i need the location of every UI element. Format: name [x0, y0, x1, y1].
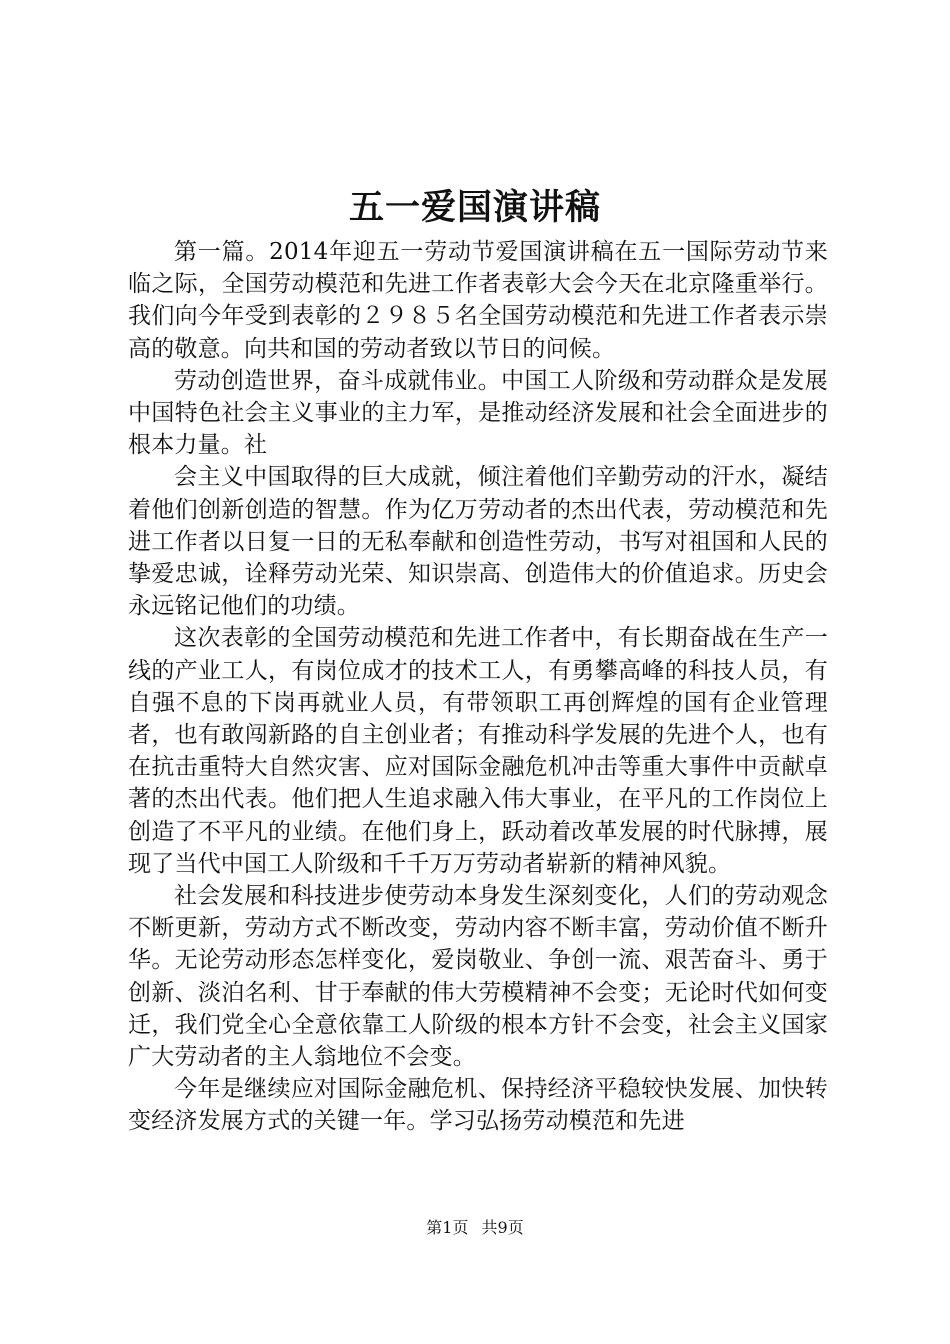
paragraph: 这次表彰的全国劳动模范和先进工作者中，有长期奋战在生产一线的产业工人，有岗位成才的技术工人，有勇攀高峰的科技人员，有自强不息的下岗再就业人员，有带领职工再创辉煌的国有企业管理者，也有敢闯新路的自主创业者；有推动科学发展的先进个人，也有在抗击重特大自然灾害、应对国际金融危机冲击等重大事件中贡献卓著的杰出代表。他们把人生追求融入伟大事业，在平凡的工作岗位上创造了不平凡的业绩。在他们身上，跃动着改革发展的时代脉搏，展现了当代中国工人阶级和千千万万劳动者崭新的精神风貌。 [128, 625, 828, 877]
page-total: 共9页 [481, 1218, 524, 1237]
page-number: 第1页 [426, 1218, 469, 1237]
document-title: 五一爱国演讲稿 [348, 187, 601, 228]
paragraph: 今年是继续应对国际金融危机、保持经济平稳较快发展、加快转变经济发展方式的关键一年。学习弘扬劳动模范和先进 [128, 1076, 828, 1135]
page-footer [0, 1218, 950, 1238]
document-body [128, 236, 828, 1138]
paragraph: 第一篇。2014年迎五一劳动节爱国演讲稿在五一国际劳动节来临之际，全国劳动模范和先进工作者表彰大会今天在北京隆重举行。我们向今年受到表彰的２９８５名全国劳动模范和先进工作者表示崇高的敬意。向共和国的劳动者致以节日的问候。 [128, 239, 828, 362]
paragraph: 劳动创造世界，奋斗成就伟业。中国工人阶级和劳动群众是发展中国特色社会主义事业的主力军，是推动经济发展和社会全面进步的根本力量。社 [128, 367, 828, 459]
paragraph: 社会发展和科技进步使劳动本身发生深刻变化，人们的劳动观念不断更新，劳动方式不断改变，劳动内容不断丰富，劳动价值不断升华。无论劳动形态怎样变化，爱岗敬业、争创一流、艰苦奋斗、勇于创新、淡泊名利、甘于奉献的伟大劳模精神不会变；无论时代如何变迁，我们党全心全意依靠工人阶级的根本方针不会变，社会主义国家广大劳动者的主人翁地位不会变。 [128, 883, 828, 1071]
paragraph: 会主义中国取得的巨大成就，倾注着他们辛勤劳动的汗水，凝结着他们创新创造的智慧。作为亿万劳动者的杰出代表，劳动模范和先进工作者以日复一日的无私奉献和创造性劳动，书写对祖国和人民的挚爱忠诚，诠释劳动光荣、知识崇高、创造伟大的价值追求。历史会永远铭记他们的功绩。 [128, 464, 828, 620]
